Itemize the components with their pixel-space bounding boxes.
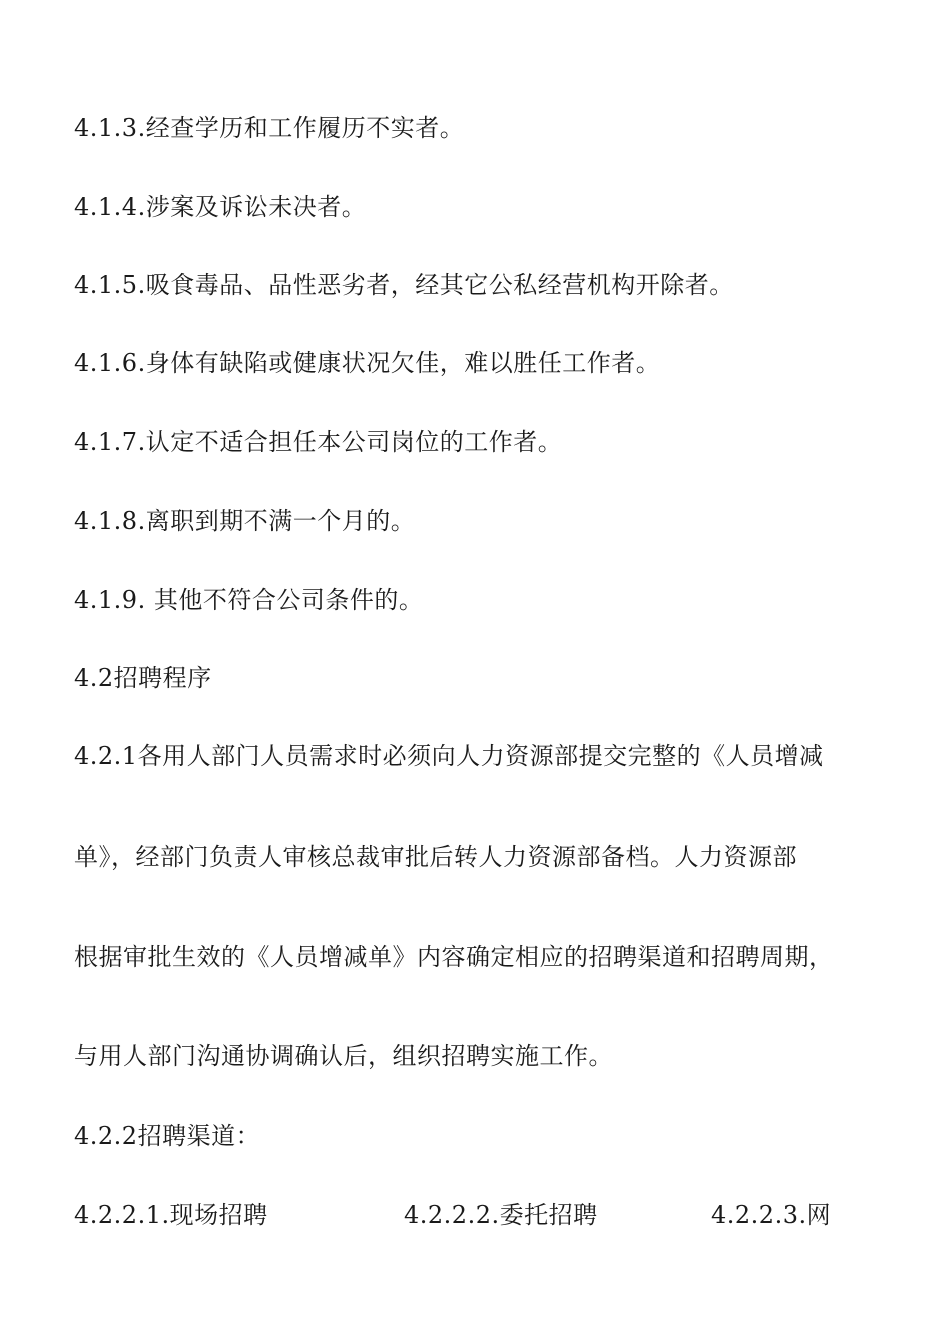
list-item: 4.1.4.涉案及诉讼未决者。 (74, 193, 367, 221)
list-item: 4.1.3.经查学历和工作履历不实者。 (74, 114, 465, 142)
channel-item: 4.2.2.3.网 (711, 1201, 832, 1229)
section-heading: 4.2招聘程序 (74, 664, 212, 692)
paragraph-line: 根据审批生效的《人员增减单》内容确定相应的招聘渠道和招聘周期， (74, 943, 834, 971)
list-item: 4.1.6.身体有缺陷或健康状况欠佳，难以胜任工作者。 (74, 349, 661, 377)
list-item: 4.1.9. 其他不符合公司条件的。 (74, 586, 424, 614)
list-item: 4.1.7.认定不适合担任本公司岗位的工作者。 (74, 428, 563, 456)
paragraph-line: 单》，经部门负责人审核总裁审批后转人力资源部备档。人力资源部 (74, 843, 797, 871)
paragraph-line: 4.2.1各用人部门人员需求时必须向人力资源部提交完整的《人员增减 (74, 742, 824, 770)
list-item: 4.1.5.吸食毒品、品性恶劣者，经其它公私经营机构开除者。 (74, 271, 734, 299)
paragraph-line: 与用人部门沟通协调确认后，组织招聘实施工作。 (74, 1042, 613, 1070)
channel-item: 4.2.2.2.委托招聘 (404, 1201, 598, 1229)
list-item: 4.1.8.离职到期不满一个月的。 (74, 507, 416, 535)
subsection-heading: 4.2.2招聘渠道： (74, 1122, 261, 1150)
channel-item: 4.2.2.1.现场招聘 (74, 1201, 268, 1229)
